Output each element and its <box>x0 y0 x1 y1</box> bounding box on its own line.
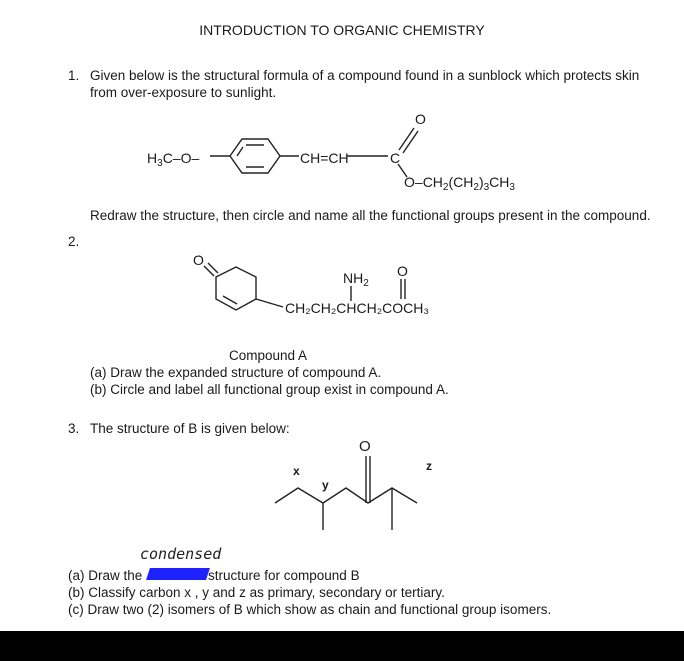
q3-part-a-suffix: structure for compound B <box>208 568 360 583</box>
q1-methoxy-label: $H_3C-O-$ <box>147 150 200 169</box>
q2-chain-bond <box>256 299 283 307</box>
q1-text-line2: from over-exposure to sunlight. <box>90 85 277 100</box>
q2-ring-inner-bond <box>223 296 237 304</box>
q1-carbon-label: C <box>390 150 401 166</box>
q2-number: 2. <box>68 234 80 249</box>
q3-label-x: x <box>293 464 300 478</box>
q3-label-z: z <box>426 459 432 473</box>
q3-number: 3. <box>68 421 80 436</box>
q1-ring-inner-bond <box>237 147 243 156</box>
handwritten-annotation: condensed <box>140 545 222 563</box>
q3-part-b: (b) Classify carbon x , y and z as primary, secondary or tertiary. <box>68 585 445 600</box>
q3-intro: The structure of B is given below: <box>90 421 290 436</box>
q3-part-c: (c) Draw two (2) isomers of B which show as chain and functional group isomers. <box>68 602 552 617</box>
q3-label-y: y <box>322 478 329 492</box>
q2-chain-label: CH₂CH₂CHCH₂COCH₃ <box>285 300 430 316</box>
footer-bar <box>0 631 684 661</box>
q1-ester-chain-label: $O-CH_2(CH_2)_3CH_3$ <box>404 174 515 193</box>
q1-text-line1: Given below is the structural formula of a compound found in a sunblock which protects skin <box>90 68 640 83</box>
q3-carbonyl-oxygen: O <box>359 438 371 455</box>
q2-part-a: (a) Draw the expanded structure of compound A. <box>90 365 382 380</box>
q1-carbonyl-oxygen: O <box>415 111 426 127</box>
q2-caption: Compound A <box>229 348 308 363</box>
q1-alkene-label: CH=CH <box>300 150 349 166</box>
q3-skeleton-chain <box>275 488 417 503</box>
q3-part-a-prefix: (a) Draw the <box>68 568 143 583</box>
q1-number: 1. <box>68 68 80 83</box>
q2-ketone-oxygen: O <box>193 252 204 268</box>
q1-instruction: Redraw the structure, then circle and name all the functional groups present in the compound. <box>90 208 651 223</box>
q2-part-b: (b) Circle and label all functional group exist in compound A. <box>90 382 449 397</box>
page-title: INTRODUCTION TO ORGANIC CHEMISTRY <box>199 22 485 38</box>
q1-ester-bond <box>398 164 407 177</box>
q2-carbonyl-oxygen: O <box>397 263 408 279</box>
q2-amine-label: $NH_2$ <box>343 270 369 289</box>
